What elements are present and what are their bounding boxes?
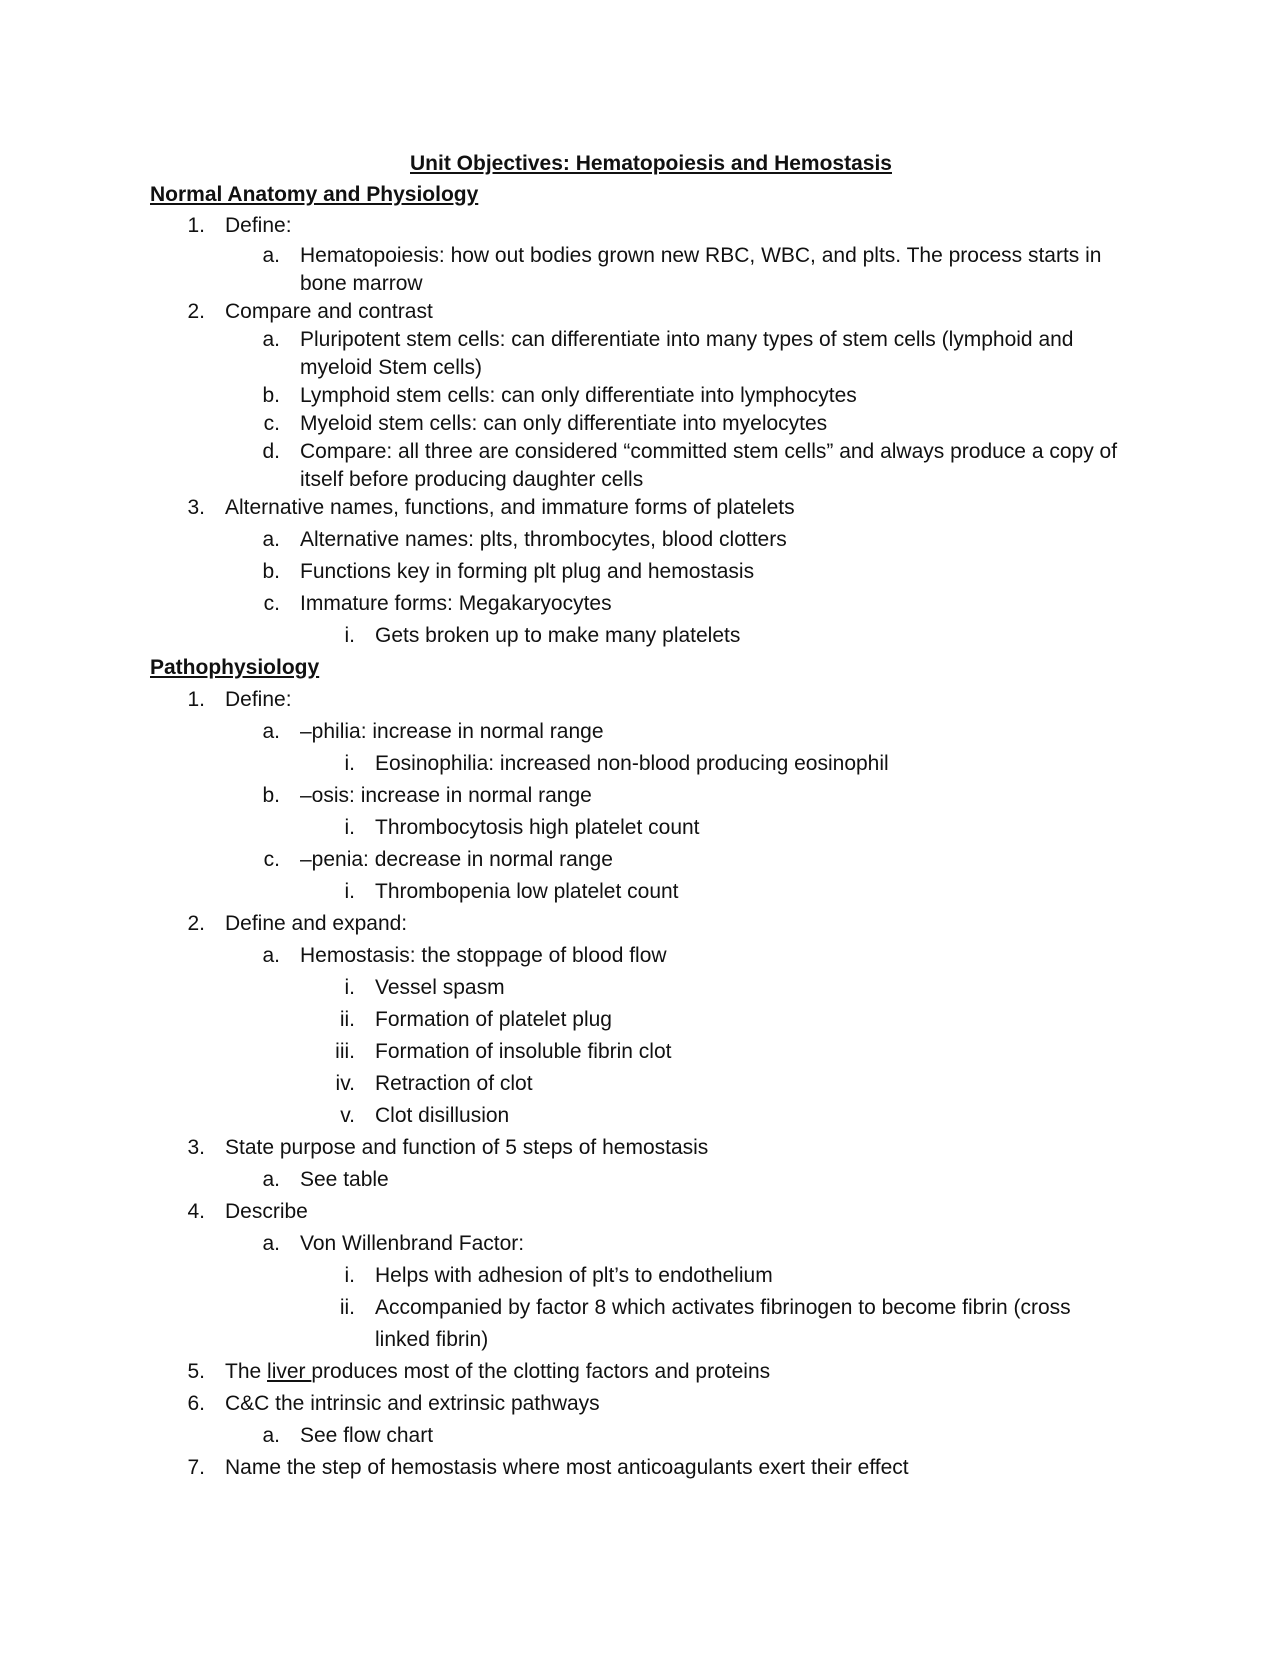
list-item-continuation: linked fibrin)	[375, 1328, 489, 1351]
list-item-continuation: bone marrow	[300, 272, 423, 295]
list-marker: b.	[262, 560, 280, 583]
list-item: Functions key in forming plt plug and hemostasis	[300, 560, 755, 583]
list-item: Thrombocytosis high platelet count	[375, 816, 700, 839]
list-item: See table	[300, 1168, 389, 1191]
list-item: Myeloid stem cells: can only differentiate into myelocytes	[300, 412, 828, 435]
list-item: C&C the intrinsic and extrinsic pathways	[225, 1392, 600, 1415]
list-item: Formation of platelet plug	[375, 1008, 612, 1031]
list-item-continuation: itself before producing daughter cells	[300, 468, 644, 491]
list-item	[225, 1358, 770, 1386]
list-marker: a.	[262, 720, 280, 743]
list-item: Accompanied by factor 8 which activates fibrinogen to become fibrin (cross	[375, 1296, 1071, 1319]
list-item-text: produces most of the clotting factors and proteins	[311, 1360, 771, 1383]
list-item-continuation: myeloid Stem cells)	[300, 356, 483, 379]
list-marker: c.	[263, 412, 280, 435]
list-item: Hematopoiesis: how out bodies grown new RBC, WBC, and plts. The process starts in	[300, 244, 1102, 267]
list-marker: a.	[262, 328, 280, 351]
list-item: Vessel spasm	[375, 976, 505, 999]
list-marker: i.	[344, 816, 355, 839]
list-marker: i.	[344, 624, 355, 647]
list-item: Pluripotent stem cells: can differentiate into many types of stem cells (lymphoid and	[300, 328, 1074, 351]
list-marker: 1.	[187, 688, 205, 711]
list-item: Compare: all three are considered “committed stem cells” and always produce a copy of	[300, 440, 1118, 463]
list-marker: a.	[262, 1232, 280, 1255]
list-item: Define:	[225, 688, 292, 711]
list-marker: c.	[263, 592, 280, 615]
list-item: Retraction of clot	[375, 1072, 533, 1095]
list-marker: ii.	[339, 1008, 355, 1031]
list-marker: ii.	[339, 1296, 355, 1319]
list-marker: 5.	[187, 1360, 205, 1383]
list-marker: 4.	[187, 1200, 205, 1223]
list-item: Thrombopenia low platelet count	[375, 880, 679, 903]
list-item: Compare and contrast	[225, 300, 433, 323]
list-item: –penia: decrease in normal range	[300, 848, 613, 871]
list-marker: i.	[344, 1264, 355, 1287]
list-item: Define and expand:	[225, 912, 408, 935]
list-marker: 3.	[187, 1136, 205, 1159]
underlined-term: liver	[267, 1360, 312, 1383]
list-item: Immature forms: Megakaryocytes	[300, 592, 612, 615]
list-marker: b.	[262, 384, 280, 407]
list-item: Name the step of hemostasis where most anticoagulants exert their effect	[225, 1456, 909, 1479]
list-item: Clot disillusion	[375, 1104, 510, 1127]
list-marker: i.	[344, 976, 355, 999]
list-marker: a.	[262, 944, 280, 967]
list-item: Lymphoid stem cells: can only differentiate into lymphocytes	[300, 384, 857, 407]
list-marker: 2.	[187, 912, 205, 935]
list-item: Von Willenbrand Factor:	[300, 1232, 525, 1255]
list-marker: i.	[344, 880, 355, 903]
list-item: State purpose and function of 5 steps of hemostasis	[225, 1136, 709, 1159]
list-marker: iv.	[335, 1072, 355, 1095]
list-item: Alternative names, functions, and immature forms of platelets	[225, 496, 795, 519]
list-marker: i.	[344, 752, 355, 775]
list-marker: a.	[262, 1424, 280, 1447]
list-marker: 1.	[187, 214, 205, 237]
list-marker: 2.	[187, 300, 205, 323]
list-marker: d.	[262, 440, 280, 463]
list-item-text: The	[225, 1360, 268, 1383]
list-item: –osis: increase in normal range	[300, 784, 592, 807]
list-item: Helps with adhesion of plt’s to endothelium	[375, 1264, 773, 1287]
list-item: Hemostasis: the stoppage of blood flow	[300, 944, 667, 967]
list-item: –philia: increase in normal range	[300, 720, 604, 743]
list-marker: a.	[262, 528, 280, 551]
list-marker: c.	[263, 848, 280, 871]
section-heading-pathophysiology: Pathophysiology	[150, 656, 320, 679]
list-marker: a.	[262, 244, 280, 267]
list-marker: v.	[340, 1104, 355, 1127]
list-item: Eosinophilia: increased non-blood producing eosinophil	[375, 752, 889, 775]
list-item: Gets broken up to make many platelets	[375, 624, 741, 647]
list-marker: b.	[262, 784, 280, 807]
list-item: Describe	[225, 1200, 308, 1223]
list-marker: iii.	[335, 1040, 355, 1063]
list-marker: 3.	[187, 496, 205, 519]
list-item: Alternative names: plts, thrombocytes, blood clotters	[300, 528, 787, 551]
list-item: Define:	[225, 214, 292, 237]
list-marker: a.	[262, 1168, 280, 1191]
list-marker: 6.	[187, 1392, 205, 1415]
list-item: Formation of insoluble fibrin clot	[375, 1040, 672, 1063]
page-title: Unit Objectives: Hematopoiesis and Hemostasis	[410, 152, 892, 175]
list-marker: 7.	[187, 1456, 205, 1479]
list-item: See flow chart	[300, 1424, 434, 1447]
section-heading-anatomy: Normal Anatomy and Physiology	[150, 183, 479, 206]
